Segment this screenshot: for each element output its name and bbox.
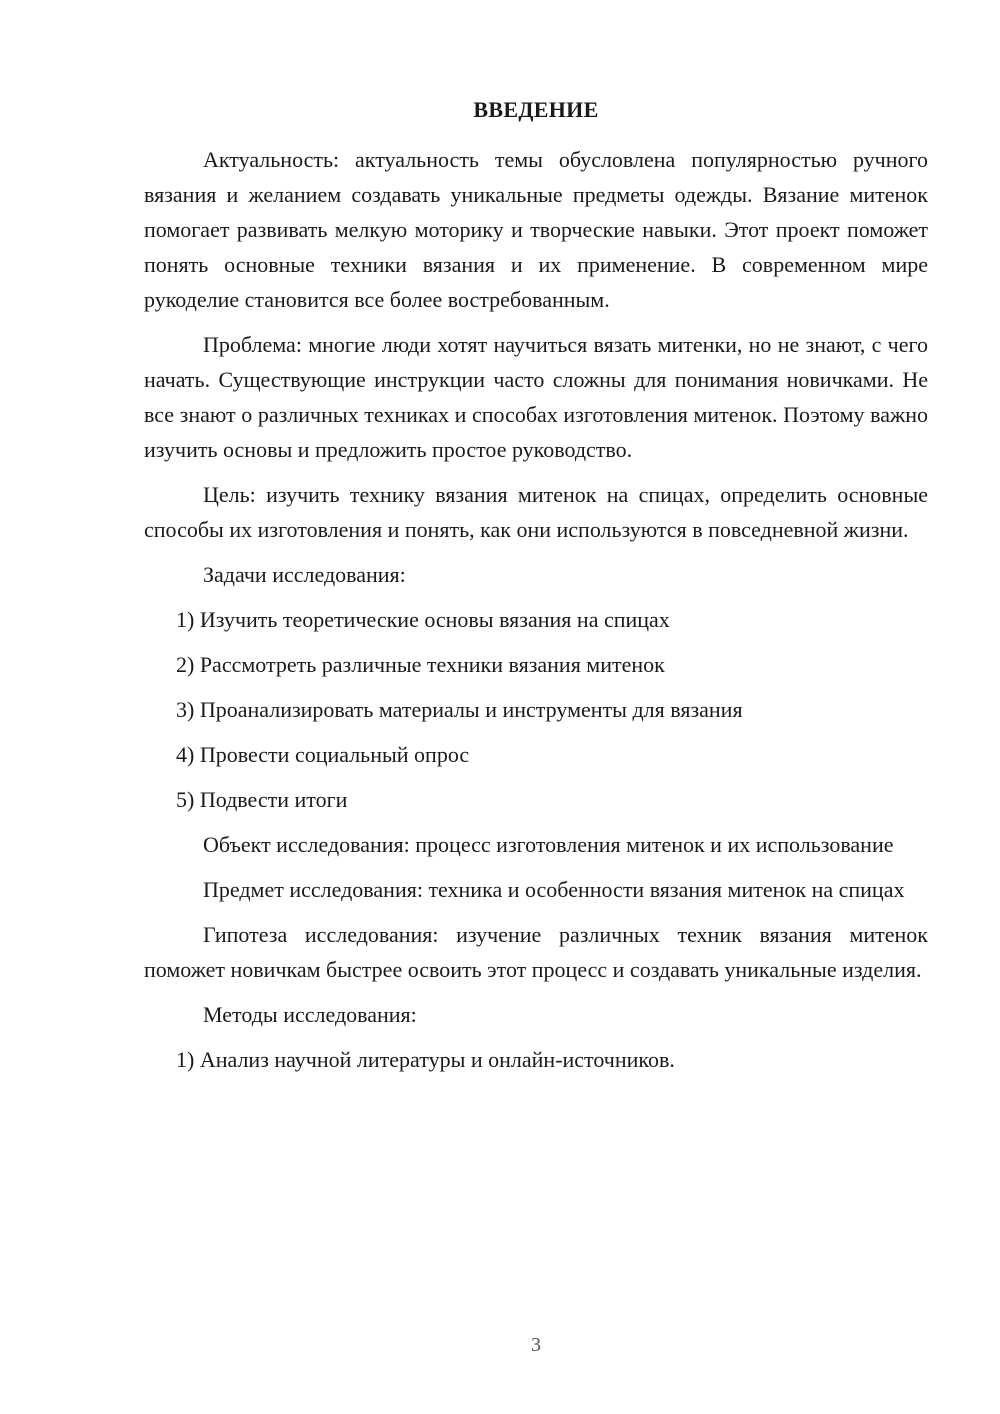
task-item: 3) Проанализировать материалы и инструменты для вязания	[176, 697, 743, 722]
tasks-list	[144, 602, 928, 817]
method-item: 1) Анализ научной литературы и онлайн-источников.	[176, 1047, 675, 1072]
relevance-paragraph: Актуальность: актуальность темы обусловлена популярностью ручного вязания и желанием создавать уникальные предметы одежды. Вязание митенок помогает развивать мелкую моторику и творческие навыки. Этот проект поможет понять основные техники вязания и их применение. В современном мире рукоделие становится все более востребованным.	[144, 147, 928, 312]
goal-paragraph: Цель: изучить технику вязания митенок на спицах, определить основные способы их изготовления и понять, как они используются в повседневной жизни.	[144, 482, 928, 542]
problem-paragraph: Проблема: многие люди хотят научиться вязать митенки, но не знают, с чего начать. Существующие инструкции часто сложны для понимания новичками. Не все знают о различных техниках и способах изготовления митенок. Поэтому важно изучить основы и предложить простое руководство.	[144, 332, 928, 462]
object-paragraph: Объект исследования: процесс изготовления митенок и их использование	[203, 832, 894, 857]
task-item: 1) Изучить теоретические основы вязания на спицах	[176, 607, 670, 632]
page-number: 3	[531, 1334, 541, 1356]
task-item: 5) Подвести итоги	[176, 787, 348, 812]
hypothesis-paragraph: Гипотеза исследования: изучение различных техник вязания митенок поможет новичкам быстрее освоить этот процесс и создавать уникальные изделия.	[144, 922, 928, 982]
methods-label: Методы исследования:	[203, 1002, 417, 1027]
methods-list	[144, 1042, 928, 1077]
section-title: ВВЕДЕНИЕ	[473, 97, 599, 122]
page-content	[144, 96, 928, 1087]
tasks-label: Задачи исследования:	[203, 562, 406, 587]
task-item: 2) Рассмотреть различные техники вязания митенок	[176, 652, 665, 677]
subject-paragraph: Предмет исследования: техника и особенности вязания митенок на спицах	[203, 877, 905, 902]
task-item: 4) Провести социальный опрос	[176, 742, 470, 767]
